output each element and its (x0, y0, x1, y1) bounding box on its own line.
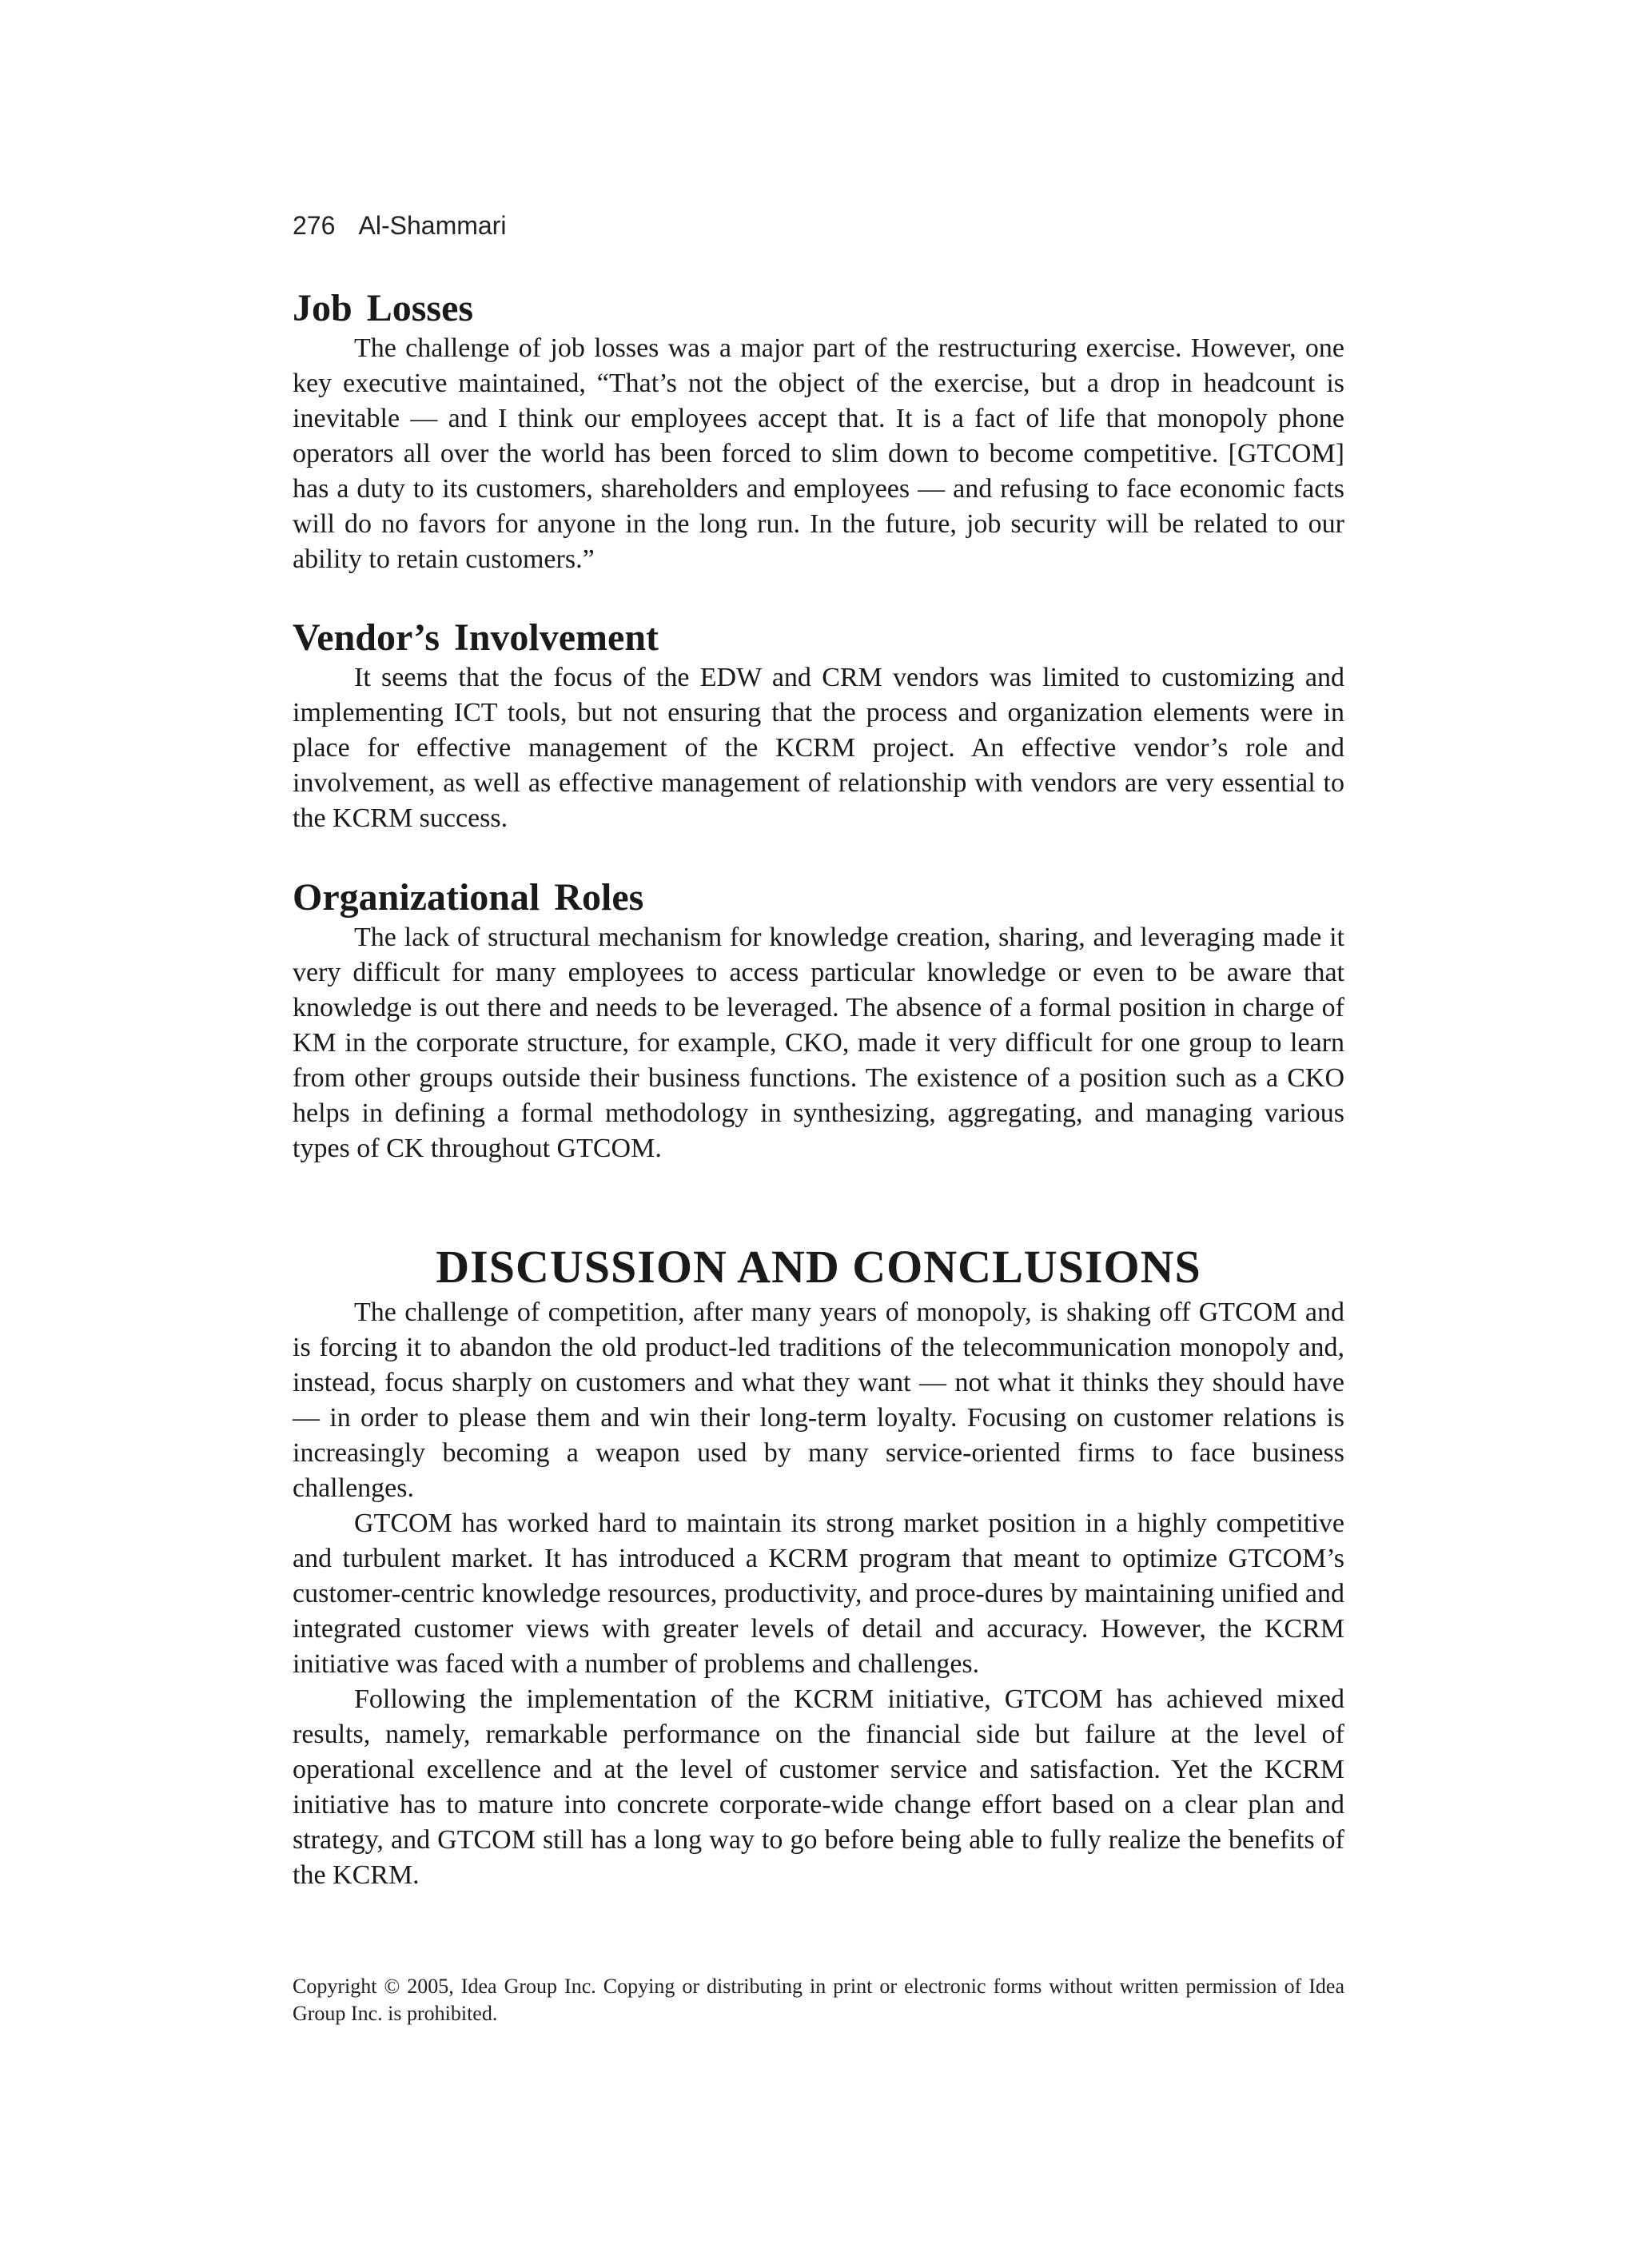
section-heading: Organizational Roles (293, 876, 644, 919)
body-paragraph: The challenge of job losses was a major part of the restructuring exercise. However, one key executive maintained, “That’s not the object of the exercise, but a drop in headcount is inevitable — and I think our employees accept that. It is a fact of life that monopoly phone operators all over the world has been forced to slim down to become competitive. [GTCOM] has a duty to its customers, shareholders and employees — and refusing to face economic facts will do no favors for anyone in the long run. In the future, job security will be related to our ability to retain customers.” (293, 333, 1344, 574)
section-organizational-roles (293, 875, 1344, 1166)
page-number: 276 (293, 211, 336, 240)
body-paragraph: Following the implementation of the KCRM initiative, GTCOM has achieved mixed results, namely, remarkable performance on the financial side but failure at the level of operational excellence and at the level of customer service and satisfaction. Yet the KCRM initiative has to mature into concrete corporate-wide change effort based on a clear plan and strategy, and GTCOM still has a long way to go before being able to fully realize the benefits of the KCRM. (293, 1684, 1344, 1890)
body-paragraph: The lack of structural mechanism for knowledge creation, sharing, and leveraging made it very difficult for many employees to access particular knowledge or even to be aware that knowledge is out there and needs to be leveraged. The absence of a formal position in charge of KM in the corporate structure, for example, CKO, made it very difficult for one group to learn from other groups outside their business functions. The existence of a position such as a CKO helps in defining a formal methodology in synthesizing, aggregating, and managing various types of CK throughout GTCOM. (293, 923, 1344, 1163)
running-header (293, 209, 506, 241)
running-author: Al-Shammari (358, 211, 507, 240)
copyright-notice: Copyright © 2005, Idea Group Inc. Copying or distributing in print or electronic forms without written permission of Idea Group Inc. is prohibited. (293, 1975, 1344, 2025)
body-paragraph: GTCOM has worked hard to maintain its strong market position in a highly competitive and turbulent market. It has introduced a KCRM program that meant to optimize GTCOM’s customer-centric knowledge resources, productivity, and proce-dures by maintaining unified and integrated customer views with greater levels of detail and accuracy. However, the KCRM initiative was faced with a number of problems and challenges. (293, 1509, 1344, 1679)
section-heading: Job Losses (293, 287, 474, 329)
section-job-losses (293, 286, 1344, 577)
body-paragraph: It seems that the focus of the EDW and CRM vendors was limited to customizing and implementing ICT tools, but not ensuring that the process and organization elements were in place for effective management of the KCRM project. An effective vendor’s role and involvement, as well as effective management of relationship with vendors are very essential to the KCRM success. (293, 663, 1344, 833)
section-heading: Vendor’s Involvement (293, 616, 659, 659)
section-vendors-involvement (293, 616, 1344, 836)
major-heading: DISCUSSION AND CONCLUSIONS (436, 1241, 1201, 1293)
section-discussion-conclusions (293, 1239, 1344, 1893)
body-paragraph: The challenge of competition, after many years of monopoly, is shaking off GTCOM and is forcing it to abandon the old product-led traditions of the telecommunication monopoly and, instead, focus sharply on customers and what they want — not what it thinks they should have — in order to please them and win their long-term loyalty. Focusing on customer relations is increasingly becoming a weapon used by many service-oriented firms to face business challenges. (293, 1297, 1344, 1503)
